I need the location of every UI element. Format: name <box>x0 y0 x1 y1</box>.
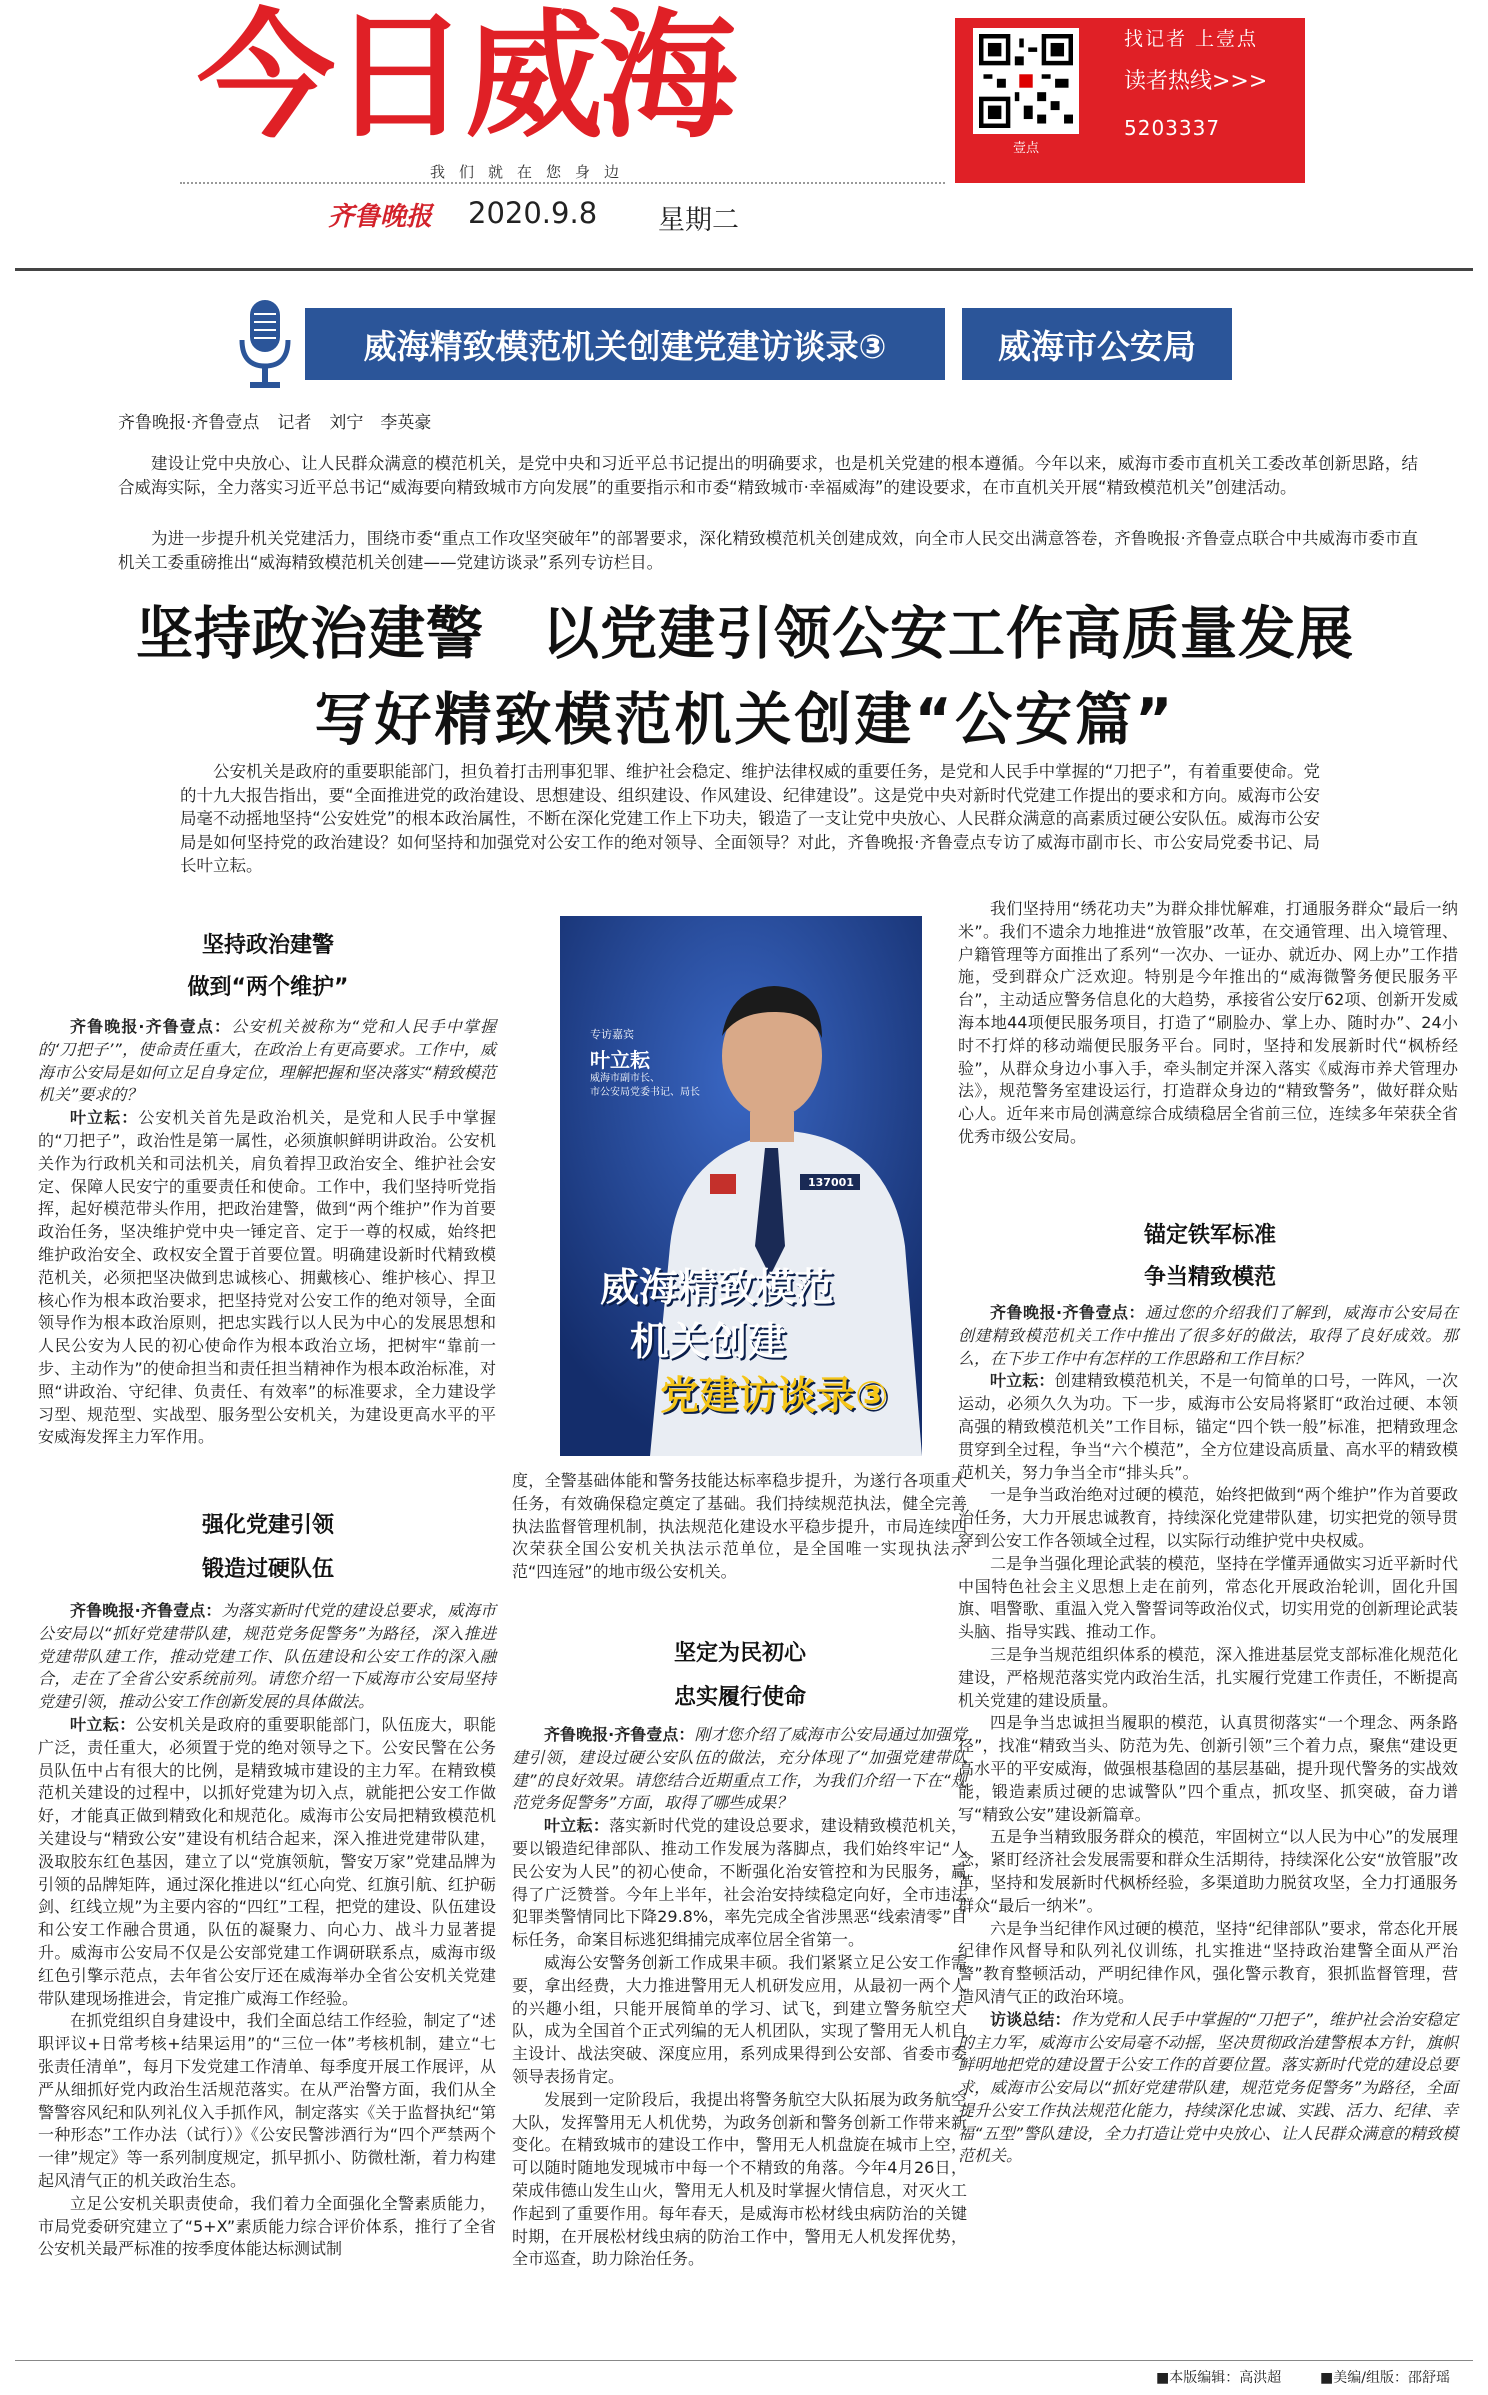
issue-date: 2020.9.8 <box>468 196 598 230</box>
answer: 公安机关是政府的重要职能部门，队伍庞大，职能广泛，责任重大，必须置于党的绝对领导之下。公安民警在公务员队伍中占有很大的比例，是精致城市建设的主力军。在精致模范机关建设的过程中，以抓好党建为切入点，就能把公安工作做好，才能真正做到精致化和规范化。威海市公安局把精致模范机关建设与“精致公安”建设有机结合起来，深入推进党建带队建，汲取胶东红色基因，建立了以“党旗领航，警安万家”党建品牌为引领的品牌矩阵，通过深化推进以“红心向党、红旗引航、红护砺剑、红线立规”为主要内容的“四红”工程，把党的建设、队伍建设和公安工作融合贯通，队伍的凝聚力、向心力、战斗力显著提升。威海市公安局不仅是公安部党建工作调研联系点，威海市级红色引擎示范点，去年省公安厅还在威海举办全省公安机关党建带队建现场推进会，肯定推广威海工作经验。 <box>38 1714 496 2008</box>
column-3-top <box>958 898 1458 1149</box>
byline-label: 记者 <box>277 413 312 433</box>
answer-para: 五是争当精致服务群众的模范，牢固树立“以人民为中心”的发展理念，紧盯经济社会发展需要和群众生活期待，持续深化公安“放管服”改革，坚持和发展新时代枫桥经验，多渠道助力脱贫攻坚，全力打通服务群众“最后一纳米”。 <box>958 1827 1458 1915</box>
intro-paragraph-1: 建设让党中央放心、让人民群众满意的模范机关，是党中央和习近平总书记提出的明确要求，也是机关党建的根本遵循。今年以来，威海市委市直机关工委改革创新思路，结合威海实际，全力落实习近平总书记“威海要向精致城市方向发展”的重要指示和市委“精致城市·幸福威海”的建设要求，在市直机关开展“精致模范机关”创建活动。 <box>118 454 1418 497</box>
masthead-slogan: 我们就在您身边 <box>430 163 634 181</box>
continuation-para: 我们坚持用“绣花功夫”为群众排忧解难，打通服务群众“最后一纳米”。我们不遗余力地推进“放管服”改革，在交通管理、出入境管理、户籍管理等方面推出了系列“一次办、一证办、就近办、网上办”工作措施，受到群众广泛欢迎。特别是今年推出的“威海微警务便民服务平台”，主动适应警务信息化的大趋势，承接省公安厅62项、创新开发威海本地44项便民服务项目，打造了“刷脸办、掌上办、随时办”、24小时不打烊的移动端便民服务平台。同时，坚持和发展新时代“枫桥经验”，从群众身边小事入手，牵头制定并深入落实《威海市养犬管理办法》，规范警务室建设运行，打造群众身边的“精致警务”，做好群众贴心人。近年来市局创满意综合成绩稳居全省前三位，连续多年荣获全省优秀市级公安局。 <box>958 899 1458 1146</box>
photo-title-line-1: 威海精致模范 <box>600 1266 835 1311</box>
byline-reporters: 刘宁 李英豪 <box>329 413 432 433</box>
question: 公安机关被称为“党和人民手中掌握的‘刀把子’”，使命责任重大，在政治上有更高要求。工作中，威海市公安局是如何立足自身定位，理解把握和坚决落实“精致模范机关”要求的？ <box>38 1017 496 1105</box>
question: 刚才您介绍了威海市公安局通过加强党建引领，建设过硬公安队伍的做法，充分体现了“加强党建带队建”的良好效果。请您结合近期重点工作，为我们介绍一下在“规范党务促警务”方面，取得了哪些成果？ <box>512 1725 967 1813</box>
answer-para: 三是争当规范组织体系的模范，深入推进基层党支部标准化规范化建设，严格规范落实党内政治生活，扎实履行党建工作责任，不断提高机关党建的建设质量。 <box>958 1644 1458 1710</box>
answer-para: 一是争当政治绝对过硬的模范，始终把做到“两个维护”作为首要政治任务，大力开展忠诚教育，持续深化党建带队建，切实把党的领导贯穿到公安工作各领域全过程，以实际行动维护党中央权威。 <box>958 1485 1458 1550</box>
section-2-body <box>38 1600 496 2261</box>
photo-series-title <box>600 1262 888 1424</box>
a-label: 叶立耘： <box>990 1371 1055 1391</box>
question: 通过您的介绍我们了解到，威海市公安局在创建精致模范机关工作中推出了很多好的做法，取得了良好成效。那么，在下步工作中有怎样的工作思路和工作目标？ <box>958 1303 1458 1368</box>
a-label: 叶立耘： <box>70 1714 136 1734</box>
masthead-title: 今日威海 <box>197 0 734 157</box>
contact-line-1: 找记者 上壹点 <box>1124 28 1259 50</box>
answer-para: 二是争当强化理论武装的模范，坚持在学懂弄通做实习近平新时代中国特色社会主义思想上走在前列，常态化开展政治轮训，固化升国旗、唱警歌、重温入党入警誓词等政治仪式，切实用党的创新理论武装头脑、指导实践、推动工作。 <box>958 1553 1458 1642</box>
photo-title-2: 市公安局党委书记、局长 <box>590 1087 700 1098</box>
section-2-title-2: 锻造过硬队伍 <box>201 1557 334 1582</box>
answer-para: 威海公安警务创新工作成果丰硕。我们紧紧立足公安工作需要，拿出经费，大力推进警用无人机研发应用，从最初一两个人的兴趣小组，只能开展简单的学习、试飞，到建立警务航空大队，成为全国首个正式列编的无人机团队，实现了警用无人机自主设计、战法突破、深度应用，系列成果得到公安部、省委市委领导表扬肯定。 <box>512 1952 967 2086</box>
photo-title-line-3: 党建访谈录③ <box>660 1374 889 1419</box>
hotline-number: 5203337 <box>1124 116 1221 140</box>
answer: 公安机关首先是政治机关，是党和人民手中掌握的“刀把子”，政治性是第一属性，必须旗帜鲜明讲政治。公安机关作为行政机关和司法机关，肩负着捍卫政治安全、维护社会安定、保障人民安宁的重要责任和使命。工作中，我们坚持听党指挥，起好模范带头作用，把政治建警，做到“两个维护”作为首要政治任务，坚决维护党中央一锤定音、定于一尊的权威，始终把维护政治安全、政权安全置于首要位置。明确建设新时代精致模范机关，必须把坚决做到忠诚核心、拥戴核心、维护核心、捍卫核心作为根本政治要求，把坚持党对公安工作的绝对领导，全面领导作为根本政治原则，把忠实践行以人民为中心的发展思想和人民公安为人民的初心使命作为根本政治立场，把树牢“靠前一步、主动作为”的使命担当和责任担当精神作为根本政治标准，对照“讲政治、守纪律、负责任、有效率”的标准要求，全力建设学习型、规范型、实战型、服务型公安机关，为建设更高水平的平安威海发挥主力军作用。 <box>38 1108 496 1447</box>
a-label: 叶立耘： <box>544 1816 610 1836</box>
summary-label: 访谈总结： <box>990 2009 1071 2029</box>
unit-banner: 威海市公安局 <box>962 308 1232 380</box>
divider <box>180 182 945 184</box>
q-label: 齐鲁晚报·齐鲁壹点： <box>70 1601 222 1620</box>
photo-title-1: 威海市副市长、 <box>590 1073 660 1084</box>
photo-title-line-2: 机关创建 <box>630 1320 787 1365</box>
q-label: 齐鲁晚报·齐鲁壹点： <box>990 1303 1146 1322</box>
headline-sub: 写好精致模范机关创建“公安篇” <box>314 687 1176 753</box>
footer-rule <box>15 2360 1473 2361</box>
byline-outlet: 齐鲁晚报·齐鲁壹点 <box>118 413 260 433</box>
contact-line-2: 读者热线>>> <box>1124 69 1268 94</box>
headline-main: 坚持政治建警 以党建引领公安工作高质量发展 <box>136 601 1354 667</box>
answer: 落实新时代党的建设总要求，建设精致模范机关，要以锻造纪律部队、推动工作发展为落脚点，我们始终牢记“人民公安为人民”的初心使命，不断强化治安管控和为民服务，赢得了广泛赞誉。今年上半年，社会治安持续稳定向好，全市违法犯罪类警情同比下降29.8%，率先完成全省涉黑恶“线索清零”目标任务，命案目标逃犯缉捕完成率位居全省第一。 <box>512 1816 967 1950</box>
answer-para: 六是争当纪律作风过硬的模范，坚持“纪律部队”要求，常态化开展纪律作风督导和队列礼仪训练，扎实推进“坚持政治建警全面从严治警”教育整顿活动，严明纪律作风，强化警示教育，狠抓监督管理，营造风清气正的政治环境。 <box>958 1918 1458 2006</box>
section-3-body <box>512 1724 967 2271</box>
qr-code[interactable] <box>973 28 1079 134</box>
column-2-continuation <box>512 1470 967 1584</box>
qr-caption: 壹点 <box>1012 141 1039 156</box>
summary: 作为党和人民手中掌握的“刀把子”，维护社会治安稳定的主力军，威海市公安局毫不动摇，坚决贯彻政治建警根本方针，旗帜鲜明地把党的建设置于公安工作的首要位置。落实新时代党的建设总要求，威海市公安局以“抓好党建带队建，规范党务促警务”为路径，全面提升公安工作执法规范化能力，持续深化忠诚、实践、活力、纪律、幸福“五型”警队建设，全力打造让党中央放心、让人民群众满意的精致模范机关。 <box>958 2009 1458 2166</box>
answer-para: 四是争当忠诚担当履职的模范，认真贯彻落实“一个理念、两条路径”，找准“精致当头、防范为先、创新引领”三个着力点，聚焦“建设更高水平的平安威海，做强根基稳固的基层基础，提升现代警务的实战效能，锻造素质过硬的忠诚警队”四个重点，抓攻坚、抓突破，奋力谱写“精致公安”建设新篇章。 <box>958 1713 1458 1824</box>
photo-label: 专访嘉宾 <box>590 1028 634 1041</box>
byline <box>118 408 449 433</box>
answer-para: 在抓党组织自身建设中，我们全面总结工作经验，制定了“述职评议+日常考核+结果运用”的“三位一体”考核机制，建立“七张责任清单”，每月下发党建工作清单、每季度开展工作展评，从严从细抓好党内政治生活规范落实。在从严治警方面，我们从全警警容风纪和队列礼仪入手抓作风，制定落实《关于监督执纪“第一种形态”工作办法（试行）》《公安民警涉酒行为“四个严禁两个一律”规定》等一系列制度规定，抓早抓小、防微杜渐，着力构建起风清气正的机关政治生态。 <box>38 2011 496 2190</box>
qr-code-icon <box>979 34 1073 128</box>
newspaper-brand: 齐鲁晚报 <box>328 202 433 232</box>
series-banner: 威海精致模范机关创建党建访谈录③ <box>305 308 945 380</box>
section-4-title-1: 锚定铁军标准 <box>1143 1223 1276 1248</box>
question: 为落实新时代党的建设总要求，威海市公安局以“抓好党建带队建，规范党务促警务”为路径，深入推进党建带队建工作，推动党建工作、队伍建设和公安工作的深入融合，走在了全省公安系统前列。请您介绍一下威海市公安局坚持党建引领，推动公安工作创新发展的具体做法。 <box>38 1601 496 1712</box>
continuation-para: 度，全警基础体能和警务技能达标率稳步提升，为遂行各项重大任务，有效确保稳定奠定了基础。我们持续规范执法，健全完善执法监督管理机制，执法规范化建设水平稳步提升，市局连续四次荣获全国公安机关执法示范单位，是全国唯一实现执法示范“四连冠”的地市级公安机关。 <box>512 1471 967 1582</box>
lead-paragraph: 公安机关是政府的重要职能部门，担负着打击刑事犯罪、维护社会稳定、维护法律权威的重要任务，是党和人民手中掌握的“刀把子”，有着重要使命。党的十九大报告指出，要“全面推进党的政治建设、思想建设、组织建设、作风建设、纪律建设”。这是党中央对新时代党建工作提出的要求和方向。威海市公安局毫不动摇地坚持“公安姓党”的根本政治属性，不断在深化党建工作上下功夫，锻造了一支让党中央放心、人民群众满意的高素质过硬公安队伍。威海市公安局是如何坚持党的政治建设？如何坚持和加强党对公安工作的绝对领导、全面领导？对此，齐鲁晚报·齐鲁壹点专访了威海市副市长、市公安局党委书记、局长叶立耘。 <box>180 762 1320 875</box>
intro-paragraph-2: 为进一步提升机关党建活力，围绕市委“重点工作攻坚突破年”的部署要求，深化精致模范机关创建成效，向全市人民交出满意答卷，齐鲁晚报·齐鲁壹点联合中共威海市委市直机关工委重磅推出“威海精致模范机关创建——党建访谈录”系列专访栏目。 <box>118 529 1418 572</box>
photo-title <box>590 1072 700 1100</box>
interviewee-photo <box>560 916 922 1456</box>
section-4-title-2: 争当精致模范 <box>1143 1265 1276 1290</box>
footer-editor: ■本版编辑：高洪超 <box>1156 2370 1282 2386</box>
answer-para: 发展到一定阶段后，我提出将警务航空大队拓展为政务航空大队，发挥警用无人机优势，为政务创新和警务创新工作带来新变化。在精致城市的建设工作中，警用无人机盘旋在城市上空，可以随时随地发现城市中每一个不精致的角落。今年4月26日，荣成伟德山发生山火，警用无人机及时掌握火情信息，对灭火工作起到了重要作用。每年春天，是威海市松材线虫病防治的关键时期，在开展松材线虫病的防治工作中，警用无人机发挥优势，全市巡查，助力除治任务。 <box>512 2089 967 2269</box>
section-2-title-1: 强化党建引领 <box>201 1513 334 1538</box>
issue-weekday: 星期二 <box>658 205 739 236</box>
section-3-title-2: 忠实履行使命 <box>673 1685 806 1710</box>
answer-para: 立足公安机关职责使命，我们着力全面强化全警素质能力，市局党委研究建立了“5+X”素质能力综合评价体系，推行了全省公安机关最严标准的按季度体能达标测试制 <box>38 2193 496 2259</box>
section-3-title-1: 坚定为民初心 <box>673 1641 806 1666</box>
police-badge-number: 137001 <box>808 1176 854 1189</box>
section-1-body <box>38 1016 496 1449</box>
section-4-body <box>958 1302 1458 2168</box>
photo-name: 叶立耘 <box>590 1048 650 1072</box>
q-label: 齐鲁晚报·齐鲁壹点： <box>70 1017 232 1036</box>
section-1-title-2: 做到“两个维护” <box>187 975 349 1000</box>
section-1-title-1: 坚持政治建警 <box>201 933 334 958</box>
footer-designer: ■美编/组版：邵舒瑶 <box>1320 2370 1450 2386</box>
masthead-rule <box>15 268 1473 271</box>
a-label: 叶立耘： <box>70 1108 139 1128</box>
microphone-icon <box>230 296 300 396</box>
answer: 创建精致模范机关，不是一句简单的口号，一阵风，一次运动，必须久久为功。下一步，威海市公安局将紧盯“政治过硬、本领高强的精致模范机关”工作目标，锚定“四个铁一般”标准，把精致理念贯穿到全过程，争当“六个模范”，全方位建设高质量、高水平的精致模范机关，努力争当全市“排头兵”。 <box>958 1371 1458 1482</box>
q-label: 齐鲁晚报·齐鲁壹点： <box>544 1725 695 1744</box>
